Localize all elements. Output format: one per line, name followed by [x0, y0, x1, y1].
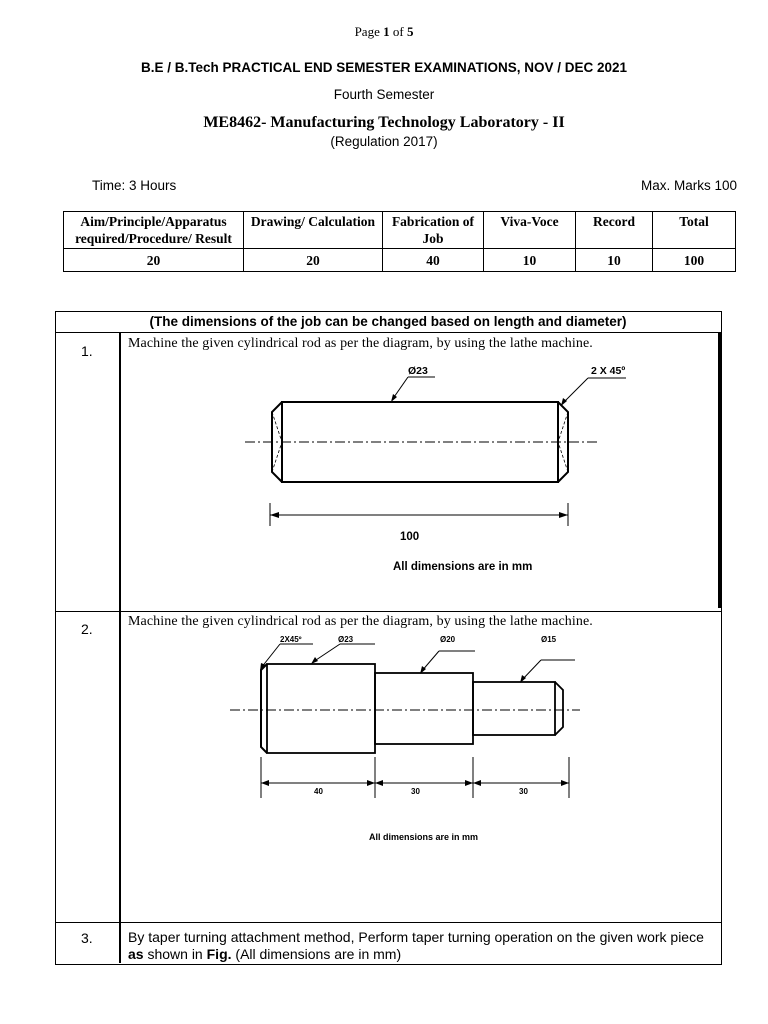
- question-text: Machine the given cylindrical rod as per the diagram, by using the lathe machine.: [128, 336, 593, 351]
- question-text: Machine the given cylindrical rod as per the diagram, by using the lathe machine.: [128, 614, 593, 629]
- dia3-label: Ø15: [541, 635, 557, 644]
- marks-value-cell: 10: [576, 249, 653, 272]
- marks-values-row: [64, 249, 736, 272]
- question-text-part: By taper turning attachment method, Perform taper turning operation on the given work piece: [128, 929, 704, 945]
- step-3: [473, 682, 555, 735]
- course-title: ME8462- Manufacturing Technology Laboratory - II: [203, 114, 565, 131]
- diagram-2: [225, 632, 615, 847]
- marks-header-cell: Record: [576, 212, 653, 249]
- chamfer-label: 2 X 45º: [591, 365, 626, 377]
- row-divider: [55, 611, 721, 612]
- semester: Fourth Semester: [333, 87, 435, 102]
- question-text-bold: as: [128, 946, 144, 962]
- column-divider: [119, 333, 121, 963]
- question-number: 1.: [81, 343, 93, 359]
- exam-title: B.E / B.Tech PRACTICAL END SEMESTER EXAMINATIONS, NOV / DEC 2021: [140, 60, 628, 75]
- chamfer-label: 2X45º: [280, 635, 302, 644]
- dia2-label: Ø20: [440, 635, 456, 644]
- regulation: (Regulation 2017): [330, 134, 438, 149]
- arrow-head: [473, 780, 481, 786]
- marks-header-cell: Viva-Voce: [484, 212, 576, 249]
- marks-value-cell: 100: [653, 249, 736, 272]
- diagram-note: All dimensions are in mm: [369, 832, 479, 842]
- length-label: 100: [400, 531, 420, 543]
- page-indicator: [0, 24, 768, 40]
- question-text: [128, 929, 718, 963]
- marks-value-cell: 20: [244, 249, 383, 272]
- page-prefix: Page: [354, 24, 380, 39]
- step-1: [267, 664, 375, 753]
- chamfer-hidden-line: [272, 412, 282, 442]
- chamfer-hidden-line: [558, 442, 568, 472]
- marks-header-cell: Total: [653, 212, 736, 249]
- arrow-head: [375, 780, 383, 786]
- arrow-head: [559, 512, 568, 518]
- marks-header-cell: Drawing/ Calculation: [244, 212, 383, 249]
- marks-value-cell: 40: [383, 249, 484, 272]
- page-total: 5: [406, 24, 414, 39]
- time-duration: Time: 3 Hours: [92, 178, 177, 193]
- questions-note: (The dimensions of the job can be changed based on length and diameter): [149, 314, 627, 329]
- diameter-label: Ø23: [408, 365, 428, 377]
- end-chamfer: [555, 682, 563, 735]
- question-text-part: shown in: [143, 946, 207, 962]
- question-text-part: (All dimensions are in mm): [231, 946, 402, 962]
- marks-value-cell: 10: [484, 249, 576, 272]
- page-number: 1: [383, 24, 390, 39]
- arrow-head: [465, 780, 473, 786]
- column-divider-right: [718, 333, 721, 608]
- len2-label: 30: [411, 787, 420, 796]
- arrow-head: [311, 657, 318, 664]
- step-2: [375, 673, 473, 744]
- dia1-label: Ø23: [338, 635, 354, 644]
- diagram-note: All dimensions are in mm: [393, 561, 533, 573]
- question-number: 3.: [81, 930, 93, 946]
- row-divider: [55, 922, 721, 923]
- marks-value-cell: 20: [64, 249, 244, 272]
- question-text-bold: Fig.: [206, 946, 232, 962]
- marks-header-row: [64, 212, 736, 249]
- chamfer-hidden-line: [558, 412, 568, 442]
- arrow-head: [561, 780, 569, 786]
- arrow-head: [261, 780, 269, 786]
- chamfer-hidden-line: [272, 442, 282, 472]
- len3-label: 30: [519, 787, 528, 796]
- leader-line: [562, 378, 588, 404]
- leader-line: [313, 644, 340, 662]
- arrow-head: [367, 780, 375, 786]
- max-marks: Max. Marks 100: [640, 178, 737, 193]
- marks-header-cell: Aim/Principle/Apparatus required/Procedure/ Result: [64, 212, 244, 249]
- marks-header-cell: Fabrication of Job: [383, 212, 484, 249]
- arrow-head: [270, 512, 279, 518]
- marks-table: [63, 211, 736, 272]
- diagram-1: [230, 358, 630, 578]
- arrow-head: [391, 394, 397, 402]
- len1-label: 40: [314, 787, 323, 796]
- question-number: 2.: [81, 621, 93, 637]
- row-divider: [55, 332, 721, 333]
- page-of: of: [392, 24, 404, 39]
